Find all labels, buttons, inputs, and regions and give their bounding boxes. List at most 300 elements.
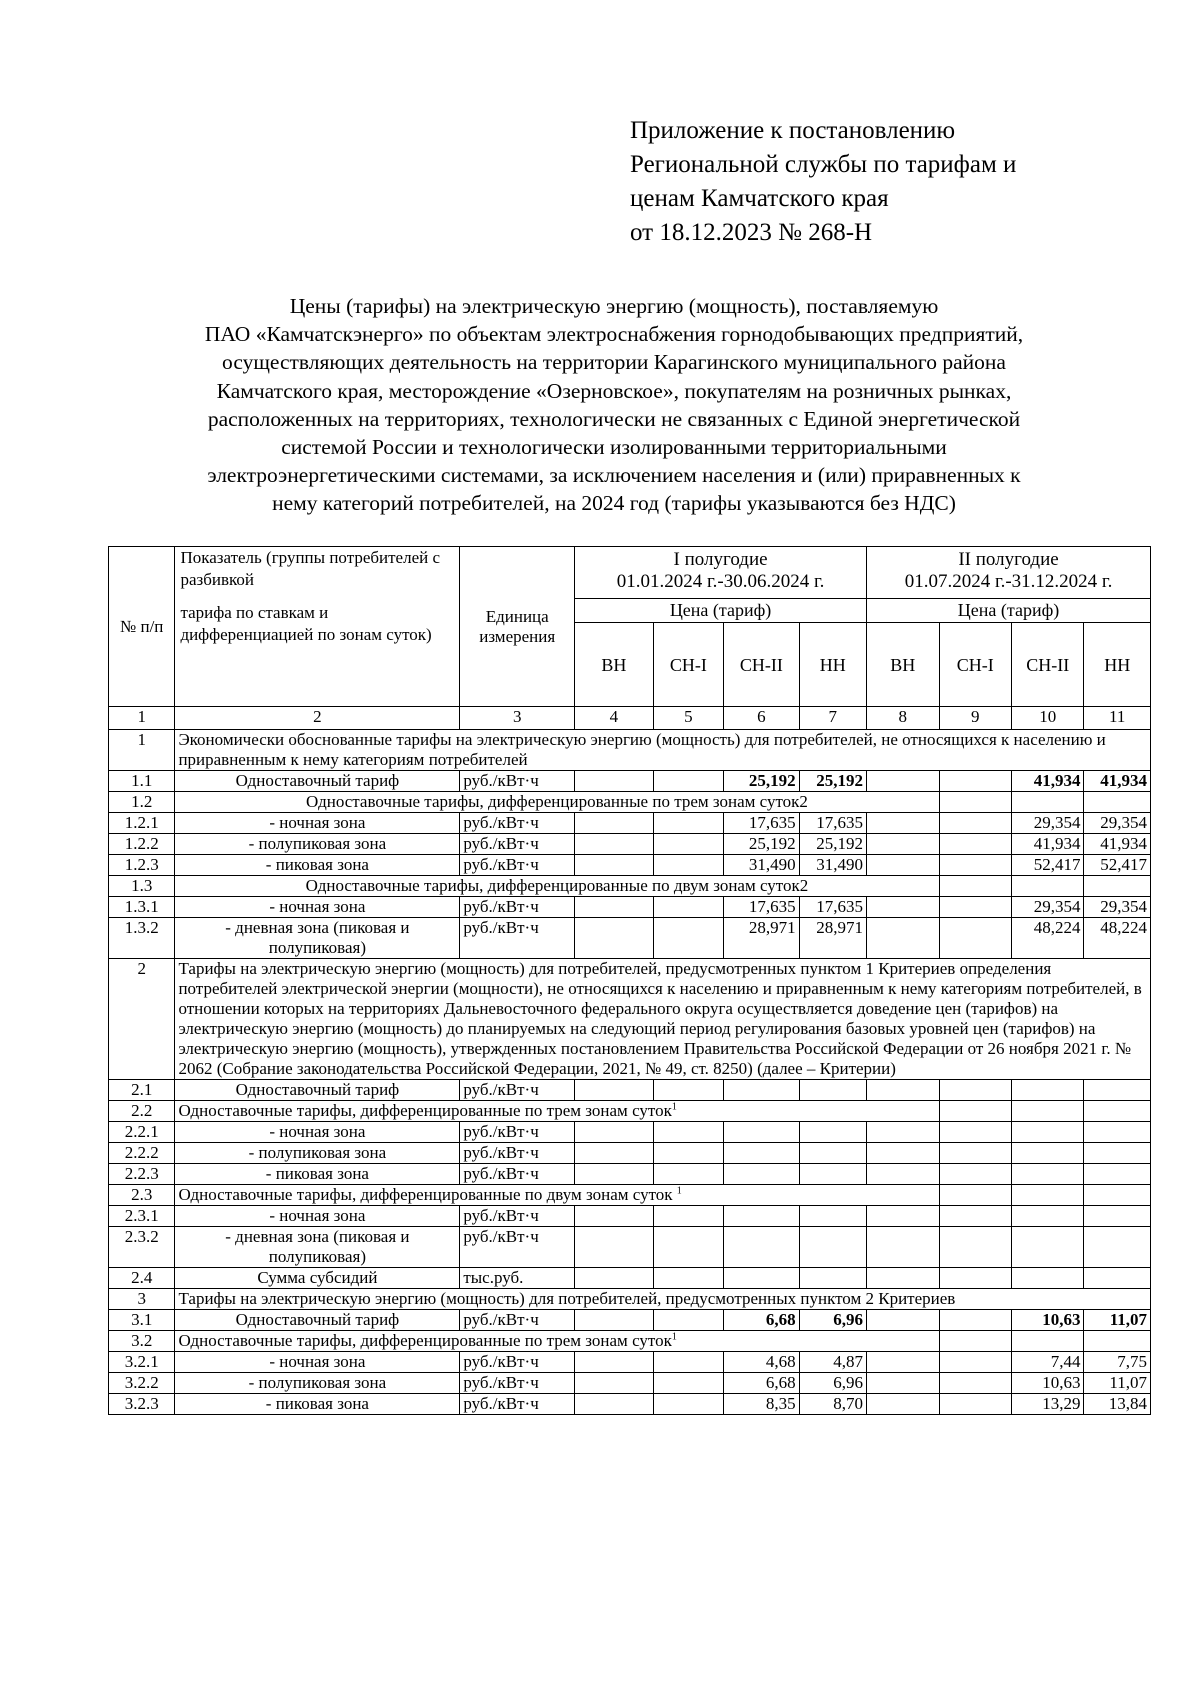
tariff-value — [724, 1227, 800, 1268]
tariff-value: 6,96 — [799, 1373, 866, 1394]
table-row — [109, 1268, 1151, 1289]
column-number: 4 — [575, 707, 654, 730]
row-label: - ночная зона — [175, 897, 460, 918]
column-number: 7 — [799, 707, 866, 730]
row-unit: руб./кВт·ч — [460, 1310, 575, 1331]
tariff-value — [653, 1122, 723, 1143]
empty-cell — [939, 792, 1011, 813]
tariff-value: 11,07 — [1084, 1373, 1151, 1394]
tariff-value — [1084, 1206, 1151, 1227]
tariff-value — [575, 1122, 654, 1143]
voltage-header: ВН — [867, 623, 939, 707]
row-number: 1.2 — [109, 792, 175, 813]
row-unit: руб./кВт·ч — [460, 834, 575, 855]
subsection-label — [175, 1101, 939, 1122]
tariff-value — [1012, 1143, 1084, 1164]
tariff-value: 25,192 — [799, 771, 866, 792]
column-number: 1 — [109, 707, 175, 730]
empty-cell — [1084, 876, 1151, 897]
tariff-value — [575, 1352, 654, 1373]
table-row — [109, 897, 1151, 918]
tariff-value — [867, 1227, 939, 1268]
subsection-label-text: Одноставочные тарифы, дифференцированные по трем зонам суток — [178, 1331, 672, 1350]
tariff-value — [653, 1394, 723, 1415]
table-row — [109, 1080, 1151, 1101]
row-number: 1.3.2 — [109, 918, 175, 959]
table-row — [109, 730, 1151, 771]
tariff-value — [939, 1310, 1011, 1331]
table-row — [109, 813, 1151, 834]
tariff-value — [724, 1164, 800, 1185]
title-line: электроэнергетическими системами, за исключением населения и (или) приравненных к — [207, 463, 1021, 488]
tariff-value — [939, 855, 1011, 876]
table-row — [109, 876, 1151, 897]
row-unit: руб./кВт·ч — [460, 813, 575, 834]
subsection-label — [175, 1331, 939, 1352]
tariff-value — [724, 1080, 800, 1101]
tariff-value — [575, 897, 654, 918]
row-number: 1.2.2 — [109, 834, 175, 855]
empty-cell — [1012, 792, 1084, 813]
tariff-value: 31,490 — [799, 855, 866, 876]
tariff-value: 10,63 — [1012, 1373, 1084, 1394]
tariff-value: 13,29 — [1012, 1394, 1084, 1415]
tariff-value — [939, 813, 1011, 834]
table-row — [109, 1227, 1151, 1268]
tariff-value: 25,192 — [724, 771, 800, 792]
row-unit: руб./кВт·ч — [460, 1227, 575, 1268]
row-number: 3.2.1 — [109, 1352, 175, 1373]
period-1-dates: 01.01.2024 г.-30.06.2024 г. — [616, 571, 825, 592]
tariff-value: 17,635 — [799, 813, 866, 834]
tariff-value — [867, 1394, 939, 1415]
tariff-value — [1084, 1143, 1151, 1164]
tariff-value — [867, 1268, 939, 1289]
empty-cell — [1012, 1185, 1084, 1206]
table-row — [109, 1352, 1151, 1373]
header-parameter — [175, 547, 460, 707]
tariff-table — [108, 546, 1151, 1415]
row-number: 1 — [109, 730, 175, 771]
row-label: Одноставочный тариф — [175, 771, 460, 792]
column-number: 8 — [867, 707, 939, 730]
period-1-name: I полугодие — [673, 549, 768, 570]
header-parameter-line2: тарифа по ставкам и дифференциацией по зонам суток) — [180, 603, 432, 644]
tariff-value — [939, 1268, 1011, 1289]
voltage-header: ВН — [575, 623, 654, 707]
row-unit: руб./кВт·ч — [460, 855, 575, 876]
title-line: осуществляющих деятельность на территории Карагинского муниципального района — [222, 350, 1006, 375]
tariff-value: 17,635 — [724, 897, 800, 918]
empty-cell — [1012, 876, 1084, 897]
section-text: Тарифы на электрическую энергию (мощность) для потребителей, предусмотренных пунктом 2 Критериев — [175, 1289, 1151, 1310]
row-number: 2.4 — [109, 1268, 175, 1289]
section-text: Тарифы на электрическую энергию (мощность) для потребителей, предусмотренных пунктом 1 Критериев определения потребителей электрической энергии (мощности), не относящихся к населению и приравненным к нему категориям потребителей, в отношении которых на территориях Дальневосточного федерального округа осуществляется доведение цен (тарифов) на электрическую энергию (мощность) до планируемых на следующий период регулирования базовых уровней цен (тарифов) на электрическую энергию (мощность), утвержденных постановлением Правительства Российской Федерации от 26 ноября 2021 г. № 2062 (Собрание законодательства Российской Федерации, 2021, № 49, ст. 8250) (далее – Критерии) — [175, 959, 1151, 1080]
tariff-value — [575, 855, 654, 876]
appendix-line: Региональной службы по тарифам и — [630, 151, 1017, 178]
row-unit: руб./кВт·ч — [460, 1206, 575, 1227]
tariff-value: 29,354 — [1012, 813, 1084, 834]
table-row — [109, 1373, 1151, 1394]
table-row — [109, 1310, 1151, 1331]
tariff-value — [1084, 1227, 1151, 1268]
tariff-value: 48,224 — [1084, 918, 1151, 959]
row-label: - дневная зона (пиковая и полупиковая) — [175, 1227, 460, 1268]
tariff-value — [1012, 1206, 1084, 1227]
empty-cell — [1084, 1331, 1151, 1352]
footnote-mark: 1 — [671, 1101, 677, 1113]
table-header — [109, 547, 1151, 730]
tariff-value — [653, 1143, 723, 1164]
header-period-2 — [867, 547, 1151, 599]
tariff-value — [1012, 1164, 1084, 1185]
tariff-value — [653, 834, 723, 855]
row-unit: руб./кВт·ч — [460, 1373, 575, 1394]
tariff-value — [799, 1080, 866, 1101]
tariff-value — [575, 771, 654, 792]
table-row — [109, 1331, 1151, 1352]
tariff-value — [653, 897, 723, 918]
tariff-value — [1012, 1268, 1084, 1289]
tariff-value: 41,934 — [1012, 771, 1084, 792]
tariff-value — [867, 813, 939, 834]
empty-cell — [939, 876, 1011, 897]
row-unit: тыс.руб. — [460, 1268, 575, 1289]
empty-cell — [1012, 1331, 1084, 1352]
column-number: 2 — [175, 707, 460, 730]
table-row — [109, 855, 1151, 876]
row-unit: руб./кВт·ч — [460, 771, 575, 792]
row-unit: руб./кВт·ч — [460, 897, 575, 918]
appendix-line: ценам Камчатского края — [630, 185, 889, 212]
empty-cell — [939, 1331, 1011, 1352]
empty-cell — [1084, 1185, 1151, 1206]
tariff-value: 25,192 — [724, 834, 800, 855]
header-parameter-line1: Показатель (группы потребителей с разбивкой — [180, 548, 441, 589]
tariff-value: 41,934 — [1084, 834, 1151, 855]
row-number: 2.2.1 — [109, 1122, 175, 1143]
row-number: 3.2.3 — [109, 1394, 175, 1415]
row-label: - пиковая зона — [175, 1394, 460, 1415]
row-number: 2.2 — [109, 1101, 175, 1122]
row-unit: руб./кВт·ч — [460, 1352, 575, 1373]
tariff-value: 28,971 — [799, 918, 866, 959]
tariff-value — [575, 1394, 654, 1415]
tariff-value — [1084, 1122, 1151, 1143]
tariff-value — [867, 1373, 939, 1394]
tariff-value — [653, 1227, 723, 1268]
row-label: - дневная зона (пиковая и полупиковая) — [175, 918, 460, 959]
row-label: - полупиковая зона — [175, 834, 460, 855]
header-period-1 — [575, 547, 867, 599]
row-label: - полупиковая зона — [175, 1373, 460, 1394]
tariff-value: 29,354 — [1084, 897, 1151, 918]
tariff-value — [939, 1080, 1011, 1101]
tariff-value: 52,417 — [1012, 855, 1084, 876]
tariff-value — [1012, 1227, 1084, 1268]
tariff-value — [653, 855, 723, 876]
tariff-value: 25,192 — [799, 834, 866, 855]
row-unit: руб./кВт·ч — [460, 1122, 575, 1143]
row-number: 3.1 — [109, 1310, 175, 1331]
appendix-line: от 18.12.2023 № 268-Н — [630, 219, 873, 246]
footnote-mark: 1 — [676, 1185, 682, 1197]
tariff-value — [799, 1122, 866, 1143]
row-number: 1.2.3 — [109, 855, 175, 876]
appendix-reference — [630, 114, 1016, 250]
tariff-value — [575, 834, 654, 855]
row-label: - ночная зона — [175, 1206, 460, 1227]
row-number: 2.3.1 — [109, 1206, 175, 1227]
row-number: 1.1 — [109, 771, 175, 792]
tariff-value — [939, 834, 1011, 855]
row-label: - ночная зона — [175, 1352, 460, 1373]
empty-cell — [939, 1101, 1011, 1122]
tariff-value — [939, 1373, 1011, 1394]
tariff-value: 29,354 — [1084, 813, 1151, 834]
tariff-value — [939, 1164, 1011, 1185]
tariff-value — [799, 1206, 866, 1227]
tariff-value — [867, 1122, 939, 1143]
column-number: 3 — [460, 707, 575, 730]
table-row — [109, 1143, 1151, 1164]
tariff-value — [1084, 1164, 1151, 1185]
subsection-label-text: Одноставочные тарифы, дифференцированные по двум зонам суток2 — [305, 876, 809, 895]
tariff-value — [939, 897, 1011, 918]
tariff-value — [724, 1122, 800, 1143]
table-body — [109, 730, 1151, 1415]
column-number: 5 — [653, 707, 723, 730]
section-text: Экономически обоснованные тарифы на электрическую энергию (мощность) для потребителей, не относящихся к населению и приравненным к нему категориям потребителей — [175, 730, 1151, 771]
empty-cell — [1012, 1101, 1084, 1122]
tariff-value — [724, 1268, 800, 1289]
tariff-value — [575, 1227, 654, 1268]
column-number: 10 — [1012, 707, 1084, 730]
tariff-value — [575, 918, 654, 959]
tariff-value — [867, 1206, 939, 1227]
tariff-value — [867, 918, 939, 959]
voltage-header: НН — [799, 623, 866, 707]
table-row — [109, 1185, 1151, 1206]
row-number: 2.3.2 — [109, 1227, 175, 1268]
tariff-value: 52,417 — [1084, 855, 1151, 876]
tariff-value — [653, 1310, 723, 1331]
tariff-value — [575, 1373, 654, 1394]
tariff-value — [1084, 1080, 1151, 1101]
tariff-value — [939, 1143, 1011, 1164]
row-label: - пиковая зона — [175, 1164, 460, 1185]
tariff-value: 48,224 — [1012, 918, 1084, 959]
row-label: Одноставочный тариф — [175, 1310, 460, 1331]
tariff-value — [653, 1373, 723, 1394]
tariff-value — [939, 1206, 1011, 1227]
tariff-value — [653, 1206, 723, 1227]
row-number: 3.2.2 — [109, 1373, 175, 1394]
tariff-value — [867, 1143, 939, 1164]
tariff-value — [724, 1143, 800, 1164]
tariff-value — [867, 897, 939, 918]
table-row — [109, 959, 1151, 1080]
empty-cell — [1084, 1101, 1151, 1122]
tariff-value — [724, 1206, 800, 1227]
voltage-header: СН-I — [939, 623, 1011, 707]
row-label: Сумма субсидий — [175, 1268, 460, 1289]
tariff-value — [1084, 1268, 1151, 1289]
tariff-value: 8,35 — [724, 1394, 800, 1415]
tariff-value — [575, 1143, 654, 1164]
table-row — [109, 771, 1151, 792]
table-row — [109, 1206, 1151, 1227]
header-unit: Единица измерения — [460, 547, 575, 707]
tariff-value — [939, 918, 1011, 959]
title-line: Цены (тарифы) на электрическую энергию (мощность), поставляемую — [289, 294, 939, 318]
empty-cell — [939, 1185, 1011, 1206]
tariff-value: 4,87 — [799, 1352, 866, 1373]
title-line: Камчатского края, месторождение «Озерновское», покупателям на розничных рынках, — [216, 378, 1012, 403]
header-price-1: Цена (тариф) — [575, 599, 867, 623]
row-number: 1.3.1 — [109, 897, 175, 918]
tariff-value: 4,68 — [724, 1352, 800, 1373]
title-line: системой России и технологически изолированными территориальными — [281, 435, 947, 460]
tariff-value — [939, 1352, 1011, 1373]
row-label: - ночная зона — [175, 1122, 460, 1143]
row-unit: руб./кВт·ч — [460, 1164, 575, 1185]
tariff-value — [799, 1164, 866, 1185]
tariff-value: 6,96 — [799, 1310, 866, 1331]
voltage-header: СН-I — [653, 623, 723, 707]
column-number: 11 — [1084, 707, 1151, 730]
tariff-value: 7,44 — [1012, 1352, 1084, 1373]
voltage-header: СН-II — [724, 623, 800, 707]
row-number: 2.2.3 — [109, 1164, 175, 1185]
tariff-value — [575, 1080, 654, 1101]
tariff-value: 41,934 — [1012, 834, 1084, 855]
row-number: 3.2 — [109, 1331, 175, 1352]
voltage-header: СН-II — [1012, 623, 1084, 707]
row-unit: руб./кВт·ч — [460, 1394, 575, 1415]
tariff-value — [1012, 1080, 1084, 1101]
row-label: Одноставочный тариф — [175, 1080, 460, 1101]
tariff-value — [575, 813, 654, 834]
subsection-label — [175, 1185, 939, 1206]
tariff-value — [799, 1227, 866, 1268]
tariff-value: 29,354 — [1012, 897, 1084, 918]
table-row — [109, 1101, 1151, 1122]
tariff-value — [939, 771, 1011, 792]
row-label: - ночная зона — [175, 813, 460, 834]
table-row — [109, 834, 1151, 855]
subsection-label-text: Одноставочные тарифы, дифференцированные по двум зонам суток — [178, 1185, 677, 1204]
tariff-value — [575, 1206, 654, 1227]
row-number: 1.2.1 — [109, 813, 175, 834]
period-2-dates: 01.07.2024 г.-31.12.2024 г. — [904, 571, 1113, 592]
tariff-value — [799, 1268, 866, 1289]
tariff-value — [653, 1080, 723, 1101]
tariff-value — [867, 1080, 939, 1101]
tariff-value: 31,490 — [724, 855, 800, 876]
tariff-value: 6,68 — [724, 1373, 800, 1394]
tariff-value — [799, 1143, 866, 1164]
tariff-value — [867, 1310, 939, 1331]
tariff-value — [653, 771, 723, 792]
table-row — [109, 1289, 1151, 1310]
tariff-value: 41,934 — [1084, 771, 1151, 792]
subsection-label-text: Одноставочные тарифы, дифференцированные по трем зонам суток — [178, 1101, 672, 1120]
empty-cell — [1084, 792, 1151, 813]
subsection-label — [175, 876, 939, 897]
tariff-value — [653, 813, 723, 834]
title-line: нему категорий потребителей, на 2024 год (тарифы указываются без НДС) — [272, 491, 956, 516]
row-unit: руб./кВт·ч — [460, 1143, 575, 1164]
table-row — [109, 1164, 1151, 1185]
row-unit: руб./кВт·ч — [460, 1080, 575, 1101]
tariff-value — [575, 1268, 654, 1289]
table-row — [109, 792, 1151, 813]
tariff-value: 13,84 — [1084, 1394, 1151, 1415]
title-line: расположенных на территориях, технологически не связанных с Единой энергетической — [207, 406, 1021, 431]
table-row — [109, 1394, 1151, 1415]
tariff-value: 17,635 — [724, 813, 800, 834]
column-number: 6 — [724, 707, 800, 730]
footnote-mark: 1 — [671, 1331, 677, 1343]
tariff-value: 8,70 — [799, 1394, 866, 1415]
subsection-label — [175, 792, 939, 813]
tariff-value — [867, 1164, 939, 1185]
tariff-value — [575, 1164, 654, 1185]
table-row — [109, 918, 1151, 959]
tariff-value — [867, 1352, 939, 1373]
column-number: 9 — [939, 707, 1011, 730]
tariff-value — [653, 1164, 723, 1185]
table-row — [109, 1122, 1151, 1143]
row-label: - пиковая зона — [175, 855, 460, 876]
tariff-value: 6,68 — [724, 1310, 800, 1331]
period-2-name: II полугодие — [958, 549, 1059, 570]
tariff-value: 28,971 — [724, 918, 800, 959]
tariff-value — [939, 1394, 1011, 1415]
row-number: 2 — [109, 959, 175, 1080]
tariff-value: 7,75 — [1084, 1352, 1151, 1373]
row-number: 2.2.2 — [109, 1143, 175, 1164]
tariff-value — [867, 855, 939, 876]
tariff-value — [939, 1122, 1011, 1143]
tariff-value — [653, 918, 723, 959]
row-number: 2.3 — [109, 1185, 175, 1206]
document-title — [150, 292, 1078, 518]
tariff-value: 10,63 — [1012, 1310, 1084, 1331]
appendix-line: Приложение к постановлению — [630, 117, 956, 144]
row-number: 2.1 — [109, 1080, 175, 1101]
subsection-label-text: Одноставочные тарифы, дифференцированные по трем зонам суток2 — [306, 792, 808, 811]
header-number: № п/п — [109, 547, 175, 707]
row-label: - полупиковая зона — [175, 1143, 460, 1164]
tariff-value — [939, 1227, 1011, 1268]
row-number: 3 — [109, 1289, 175, 1310]
header-price-2: Цена (тариф) — [867, 599, 1151, 623]
tariff-value — [1012, 1122, 1084, 1143]
tariff-value — [867, 834, 939, 855]
title-line: ПАО «Камчатскэнерго» по объектам электроснабжения горнодобывающих предприятий, — [204, 322, 1024, 347]
tariff-value — [867, 771, 939, 792]
tariff-value: 11,07 — [1084, 1310, 1151, 1331]
tariff-value: 17,635 — [799, 897, 866, 918]
tariff-value — [653, 1268, 723, 1289]
voltage-header: НН — [1084, 623, 1151, 707]
row-unit: руб./кВт·ч — [460, 918, 575, 959]
row-number: 1.3 — [109, 876, 175, 897]
tariff-value — [575, 1310, 654, 1331]
tariff-value — [653, 1352, 723, 1373]
